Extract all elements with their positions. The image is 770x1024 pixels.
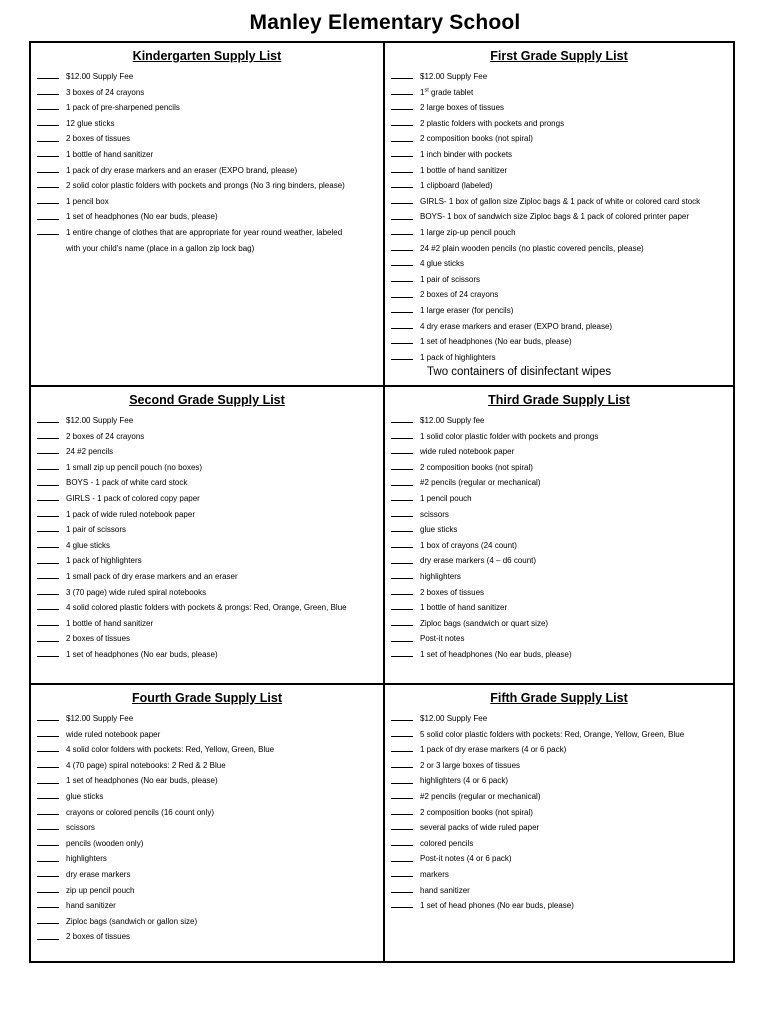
list-item <box>391 350 733 366</box>
list-item <box>391 773 733 789</box>
supply-list-grid <box>29 41 735 963</box>
item-text: 2 or 3 large boxes of tissues <box>420 760 521 770</box>
item-text: highlighters <box>420 571 461 581</box>
item-text: 2 plastic folders with pockets and prongs <box>420 118 565 128</box>
checkbox-blank-line[interactable] <box>391 273 413 282</box>
list-item <box>391 616 733 632</box>
item-text: BOYS- 1 box of sandwich size Ziploc bags & 1 pack of colored printer paper <box>420 212 690 222</box>
item-text: 1 pack of highlighters <box>66 556 142 566</box>
checkbox-blank-line[interactable] <box>391 148 413 157</box>
checkbox-blank-line[interactable] <box>37 508 59 517</box>
list-item-continuation <box>37 241 383 257</box>
checkbox-blank-line[interactable] <box>391 570 413 579</box>
list-item <box>391 883 733 899</box>
checkbox-blank-line[interactable] <box>391 539 413 548</box>
checkbox-blank-line[interactable] <box>37 617 59 626</box>
fifth-grade-list <box>385 685 733 961</box>
list-item <box>391 569 733 585</box>
list-item <box>37 460 383 476</box>
item-text: #2 pencils (regular or mechanical) <box>420 791 541 801</box>
item-list <box>31 413 383 663</box>
checkbox-blank-line[interactable] <box>37 586 59 595</box>
list-item <box>391 225 733 241</box>
checkbox-blank-line[interactable] <box>391 226 413 235</box>
list-item <box>391 85 733 101</box>
item-text: $12.00 Supply Fee <box>66 714 134 723</box>
list-item <box>37 100 383 116</box>
list-item <box>37 851 383 867</box>
checkbox-blank-line[interactable] <box>37 821 59 830</box>
item-text: 1 clipboard (labeled) <box>420 181 493 191</box>
checkbox-blank-line[interactable] <box>37 648 59 657</box>
item-text: zip up pencil pouch <box>66 885 135 895</box>
checkbox-blank-line[interactable] <box>391 884 413 893</box>
list-item <box>391 241 733 257</box>
list-item <box>37 225 383 241</box>
item-text: 1 bottle of hand sanitizer <box>66 149 154 159</box>
checkbox-blank-line[interactable] <box>391 633 413 642</box>
list-item <box>391 898 733 914</box>
extra-note: Two containers of disinfectant wipes <box>427 366 612 379</box>
checkbox-blank-line[interactable] <box>37 86 59 95</box>
list-item <box>391 553 733 569</box>
item-text: 1 box of crayons (24 count) <box>420 540 517 550</box>
item-text: 3 (70 page) wide ruled spiral notebooks <box>66 587 207 597</box>
checkbox-blank-line[interactable] <box>37 101 59 110</box>
list-item <box>391 194 733 210</box>
checkbox-blank-line[interactable] <box>37 868 59 877</box>
checkbox-blank-line[interactable] <box>391 837 413 846</box>
item-text: highlighters <box>66 854 107 864</box>
checkbox-blank-line[interactable] <box>37 601 59 610</box>
item-text: #2 pencils (regular or mechanical) <box>420 478 541 488</box>
item-text: 2 boxes of tissues <box>66 634 131 644</box>
list-item <box>391 334 733 350</box>
list-item <box>37 538 383 554</box>
item-text: $12.00 Supply fee <box>420 416 485 425</box>
list-item <box>37 491 383 507</box>
item-text: glue sticks <box>66 791 104 801</box>
checkbox-blank-line[interactable] <box>391 508 413 517</box>
list-item <box>391 711 733 727</box>
list-item <box>37 429 383 445</box>
item-text: Ziploc bags (sandwich or gallon size) <box>66 916 198 926</box>
item-text: $12.00 Supply Fee <box>66 72 134 81</box>
list-item <box>37 194 383 210</box>
item-text: 4 glue sticks <box>66 540 111 550</box>
item-text: 1 large eraser (for pencils) <box>420 305 514 315</box>
list-item <box>37 711 383 727</box>
list-item <box>391 256 733 272</box>
item-text: 1 set of headphones (No ear buds, please) <box>420 649 572 659</box>
list-item <box>37 569 383 585</box>
checkbox-blank-line[interactable] <box>391 759 413 768</box>
item-text: 1 set of headphones (No ear buds, please) <box>66 212 218 222</box>
list-item <box>391 131 733 147</box>
item-text: $12.00 Supply Fee <box>420 714 488 723</box>
item-text: scissors <box>420 509 449 519</box>
item-text: crayons or colored pencils (16 count only) <box>66 807 215 817</box>
list-item <box>391 444 733 460</box>
item-text: 1 pencil pouch <box>420 493 472 503</box>
item-list <box>31 711 383 945</box>
item-text: hand sanitizer <box>66 901 116 911</box>
list-item <box>37 914 383 930</box>
checkbox-blank-line[interactable] <box>37 179 59 188</box>
list-item <box>37 600 383 616</box>
third-grade-list <box>385 387 733 683</box>
list-item <box>37 898 383 914</box>
item-text: 2 boxes of tissues <box>66 932 131 942</box>
item-text: 1 set of headphones (No ear buds, please) <box>66 776 218 786</box>
checkbox-blank-line[interactable] <box>391 335 413 344</box>
checkbox-blank-line[interactable] <box>391 617 413 626</box>
item-text: 2 boxes of 24 crayons <box>420 290 499 300</box>
checkbox-blank-line[interactable] <box>391 101 413 110</box>
checkbox-blank-line[interactable] <box>391 164 413 173</box>
checkbox-blank-line[interactable] <box>37 884 59 893</box>
item-list <box>385 711 733 914</box>
checkbox-blank-line[interactable] <box>391 728 413 737</box>
checkbox-blank-line[interactable] <box>37 195 59 204</box>
item-text: 1 inch binder with pockets <box>420 149 513 159</box>
list-item <box>37 553 383 569</box>
item-text: scissors <box>66 823 95 833</box>
item-text: several packs of wide ruled paper <box>420 823 540 833</box>
checkbox-blank-line[interactable] <box>37 226 59 235</box>
item-text: wide ruled notebook paper <box>420 447 515 457</box>
item-text: 2 boxes of tissues <box>420 587 485 597</box>
item-text: GIRLS- 1 box of gallon size Ziploc bags & 1 pack of white or colored card stock <box>420 196 701 206</box>
checkbox-blank-line[interactable] <box>391 242 413 251</box>
checkbox-blank-line[interactable] <box>37 712 59 721</box>
item-text: 1 small pack of dry erase markers and an eraser <box>66 571 238 581</box>
item-text: with your child's name (place in a gallon zip lock bag) <box>66 243 255 253</box>
checkbox-blank-line[interactable] <box>37 523 59 532</box>
checkbox-blank-line[interactable] <box>391 601 413 610</box>
item-text: 1 pack of dry erase markers (4 or 6 pack) <box>420 745 567 755</box>
list-item <box>37 929 383 945</box>
list-item <box>391 100 733 116</box>
item-text: 1 pencil box <box>66 196 109 206</box>
checkbox-blank-line[interactable] <box>37 70 59 79</box>
list-item <box>391 522 733 538</box>
list-item <box>37 507 383 523</box>
list-item <box>37 178 383 194</box>
checkbox-blank-line[interactable] <box>37 728 59 737</box>
checkbox-blank-line[interactable] <box>37 899 59 908</box>
item-text: 4 solid color folders with pockets: Red, Yellow, Green, Blue <box>66 745 275 755</box>
item-text: 2 composition books (not spiral) <box>420 134 533 144</box>
list-item <box>391 491 733 507</box>
checkbox-blank-line[interactable] <box>391 555 413 564</box>
list-item <box>391 867 733 883</box>
list-item <box>37 836 383 852</box>
list-title: Fourth Grade Supply List <box>131 691 282 705</box>
checkbox-blank-line[interactable] <box>391 445 413 454</box>
checkbox-blank-line[interactable] <box>37 430 59 439</box>
item-text: 2 solid color plastic folders with pockets and prongs (No 3 ring binders, please) <box>66 181 345 191</box>
checkbox-blank-line[interactable] <box>37 931 59 940</box>
checkbox-blank-line[interactable] <box>37 148 59 157</box>
item-list <box>31 69 383 241</box>
list-item <box>391 272 733 288</box>
item-text: 1 large zip-up pencil pouch <box>420 227 516 237</box>
item-text: hand sanitizer <box>420 885 470 895</box>
item-text: Ziploc bags (sandwich or quart size) <box>420 618 549 628</box>
checkbox-blank-line[interactable] <box>391 117 413 126</box>
list-item <box>391 836 733 852</box>
item-text: $12.00 Supply Fee <box>66 416 134 425</box>
checkbox-blank-line[interactable] <box>37 414 59 423</box>
item-text: 1 pack of highlighters <box>420 352 496 362</box>
page-title: Manley Elementary School <box>249 11 521 34</box>
list-item <box>37 742 383 758</box>
checkbox-blank-line[interactable] <box>391 743 413 752</box>
checkbox-blank-line[interactable] <box>391 195 413 204</box>
list-item <box>37 616 383 632</box>
checkbox-blank-line[interactable] <box>391 586 413 595</box>
item-text: 1 set of headphones (No ear buds, please) <box>420 337 572 347</box>
fourth-grade-list <box>31 685 383 961</box>
checkbox-blank-line[interactable] <box>391 211 413 220</box>
item-text: pencils (wooden only) <box>66 838 144 848</box>
item-list <box>385 413 733 663</box>
list-item <box>391 413 733 429</box>
list-item <box>391 460 733 476</box>
item-text: markers <box>420 869 449 879</box>
second-grade-list <box>31 387 383 683</box>
item-text: 1 set of head phones (No ear buds, please) <box>420 901 574 911</box>
checkbox-blank-line[interactable] <box>37 117 59 126</box>
item-text: 24 #2 pencils <box>66 447 114 457</box>
item-text: 5 solid color plastic folders with pockets: Red, Orange, Yellow, Green, Blue <box>420 729 685 739</box>
item-text: 1st grade tablet <box>420 86 474 97</box>
list-item <box>391 69 733 85</box>
list-item <box>391 631 733 647</box>
item-text: 2 composition books (not spiral) <box>420 807 533 817</box>
checkbox-blank-line[interactable] <box>37 806 59 815</box>
checkbox-blank-line[interactable] <box>391 320 413 329</box>
item-text: Post-it notes <box>420 634 465 644</box>
list-item <box>391 820 733 836</box>
checkbox-blank-line[interactable] <box>37 633 59 642</box>
list-item <box>391 758 733 774</box>
list-item <box>37 522 383 538</box>
checkbox-blank-line[interactable] <box>391 133 413 142</box>
checkbox-blank-line[interactable] <box>37 743 59 752</box>
item-text: 3 boxes of 24 crayons <box>66 87 145 97</box>
checkbox-blank-line[interactable] <box>391 86 413 95</box>
list-title: Second Grade Supply List <box>129 393 285 407</box>
list-title: Kindergarten Supply List <box>132 49 282 63</box>
list-item <box>391 429 733 445</box>
list-item <box>37 805 383 821</box>
item-text: Post-it notes (4 or 6 pack) <box>420 854 512 864</box>
list-title: First Grade Supply List <box>490 49 628 63</box>
checkbox-blank-line[interactable] <box>391 430 413 439</box>
item-text: glue sticks <box>420 525 458 535</box>
item-text: 4 glue sticks <box>420 259 465 269</box>
list-item <box>37 585 383 601</box>
list-item <box>37 773 383 789</box>
item-text: 1 pair of scissors <box>66 525 127 535</box>
list-item <box>37 444 383 460</box>
list-item <box>391 178 733 194</box>
kindergarten-list <box>31 43 383 385</box>
checkbox-blank-line[interactable] <box>37 492 59 501</box>
list-item <box>37 727 383 743</box>
checkbox-blank-line[interactable] <box>37 539 59 548</box>
list-item <box>37 647 383 663</box>
checkbox-blank-line[interactable] <box>391 821 413 830</box>
item-text: 1 set of headphones (No ear buds, please) <box>66 649 218 659</box>
item-text: 4 dry erase markers and eraser (EXPO brand, please) <box>420 321 613 331</box>
checkbox-blank-line[interactable] <box>37 853 59 862</box>
item-text: dry erase markers (4 – d6 count) <box>420 556 537 566</box>
checkbox-blank-line[interactable] <box>391 853 413 862</box>
list-item <box>391 727 733 743</box>
item-text: GIRLS - 1 pack of colored copy paper <box>66 493 200 503</box>
list-item <box>391 538 733 554</box>
list-title: Third Grade Supply List <box>488 393 630 407</box>
list-item <box>391 647 733 663</box>
checkbox-blank-line[interactable] <box>391 289 413 298</box>
list-item <box>37 131 383 147</box>
list-item <box>37 758 383 774</box>
item-text: 1 pack of wide ruled notebook paper <box>66 509 195 519</box>
list-item <box>37 789 383 805</box>
checkbox-blank-line[interactable] <box>391 179 413 188</box>
item-text: 1 bottle of hand sanitizer <box>66 618 154 628</box>
list-item <box>391 789 733 805</box>
checkbox-blank-line[interactable] <box>37 759 59 768</box>
list-item <box>37 116 383 132</box>
item-text: 4 solid colored plastic folders with pockets & prongs: Red, Orange, Green, Blue <box>66 603 347 613</box>
list-item <box>391 585 733 601</box>
checkbox-blank-line[interactable] <box>37 211 59 220</box>
checkbox-blank-line[interactable] <box>391 523 413 532</box>
item-text: 1 entire change of clothes that are appropriate for year round weather, labeled <box>66 227 343 237</box>
list-item <box>37 413 383 429</box>
item-text: 2 boxes of tissues <box>66 134 131 144</box>
item-text: 4 (70 page) spiral notebooks: 2 Red & 2 Blue <box>66 760 226 770</box>
list-item <box>37 147 383 163</box>
item-text: 1 bottle of hand sanitizer <box>420 603 508 613</box>
item-text: 1 small zip up pencil pouch (no boxes) <box>66 462 203 472</box>
checkbox-blank-line[interactable] <box>37 915 59 924</box>
checkbox-blank-line[interactable] <box>391 790 413 799</box>
list-item <box>391 475 733 491</box>
item-text: 2 composition books (not spiral) <box>420 462 533 472</box>
item-text: 1 pack of dry erase markers and an eraser (EXPO brand, please) <box>66 165 298 175</box>
checkbox-blank-line[interactable] <box>37 570 59 579</box>
checkbox-blank-line[interactable] <box>37 837 59 846</box>
checkbox-blank-line[interactable] <box>391 351 413 360</box>
item-text: wide ruled notebook paper <box>66 729 161 739</box>
first-grade-list <box>385 43 733 385</box>
list-item <box>391 507 733 523</box>
checkbox-blank-line[interactable] <box>391 70 413 79</box>
list-item <box>37 475 383 491</box>
checkbox-blank-line[interactable] <box>37 790 59 799</box>
list-item <box>37 209 383 225</box>
list-item <box>391 805 733 821</box>
list-item <box>391 851 733 867</box>
list-item <box>391 303 733 319</box>
list-item <box>37 820 383 836</box>
list-item <box>37 631 383 647</box>
item-text: dry erase markers <box>66 869 131 879</box>
item-list <box>385 69 733 365</box>
item-text: colored pencils <box>420 838 474 848</box>
item-text: 12 glue sticks <box>66 118 115 128</box>
list-item <box>37 883 383 899</box>
list-item <box>391 163 733 179</box>
checkbox-blank-line[interactable] <box>391 492 413 501</box>
item-text: 2 boxes of 24 crayons <box>66 431 145 441</box>
list-item <box>391 600 733 616</box>
checkbox-blank-line[interactable] <box>391 461 413 470</box>
list-item <box>391 742 733 758</box>
list-item <box>391 287 733 303</box>
item-text: 24 #2 plain wooden pencils (no plastic covered pencils, please) <box>420 243 644 253</box>
item-text: 1 pack of pre-sharpened pencils <box>66 103 180 113</box>
checkbox-blank-line[interactable] <box>391 775 413 784</box>
checkbox-blank-line[interactable] <box>37 164 59 173</box>
list-title: Fifth Grade Supply List <box>490 691 628 705</box>
checkbox-blank-line[interactable] <box>391 712 413 721</box>
item-text: $12.00 Supply Fee <box>420 72 488 81</box>
checkbox-blank-line[interactable] <box>391 304 413 313</box>
list-item <box>37 163 383 179</box>
checkbox-blank-line[interactable] <box>391 257 413 266</box>
list-item <box>391 116 733 132</box>
checkbox-blank-line[interactable] <box>37 477 59 486</box>
checkbox-blank-line[interactable] <box>37 775 59 784</box>
list-item <box>391 319 733 335</box>
checkbox-blank-line[interactable] <box>391 806 413 815</box>
item-text: 1 pair of scissors <box>420 274 481 284</box>
checkbox-blank-line[interactable] <box>391 477 413 486</box>
checkbox-blank-line[interactable] <box>37 445 59 454</box>
checkbox-blank-line[interactable] <box>391 899 413 908</box>
list-item <box>37 867 383 883</box>
item-text: highlighters (4 or 6 pack) <box>420 776 509 786</box>
list-item <box>37 69 383 85</box>
list-item <box>391 147 733 163</box>
checkbox-blank-line[interactable] <box>391 648 413 657</box>
item-text: 1 solid color plastic folder with pockets and prongs <box>420 431 599 441</box>
item-text: BOYS - 1 pack of white card stock <box>66 478 188 488</box>
checkbox-blank-line[interactable] <box>37 555 59 564</box>
list-item <box>391 209 733 225</box>
item-text: 2 large boxes of tissues <box>420 103 505 113</box>
list-item <box>37 85 383 101</box>
item-text: 1 bottle of hand sanitizer <box>420 165 508 175</box>
checkbox-blank-line[interactable] <box>37 461 59 470</box>
checkbox-blank-line[interactable] <box>391 868 413 877</box>
checkbox-blank-line[interactable] <box>37 133 59 142</box>
checkbox-blank-line[interactable] <box>391 414 413 423</box>
